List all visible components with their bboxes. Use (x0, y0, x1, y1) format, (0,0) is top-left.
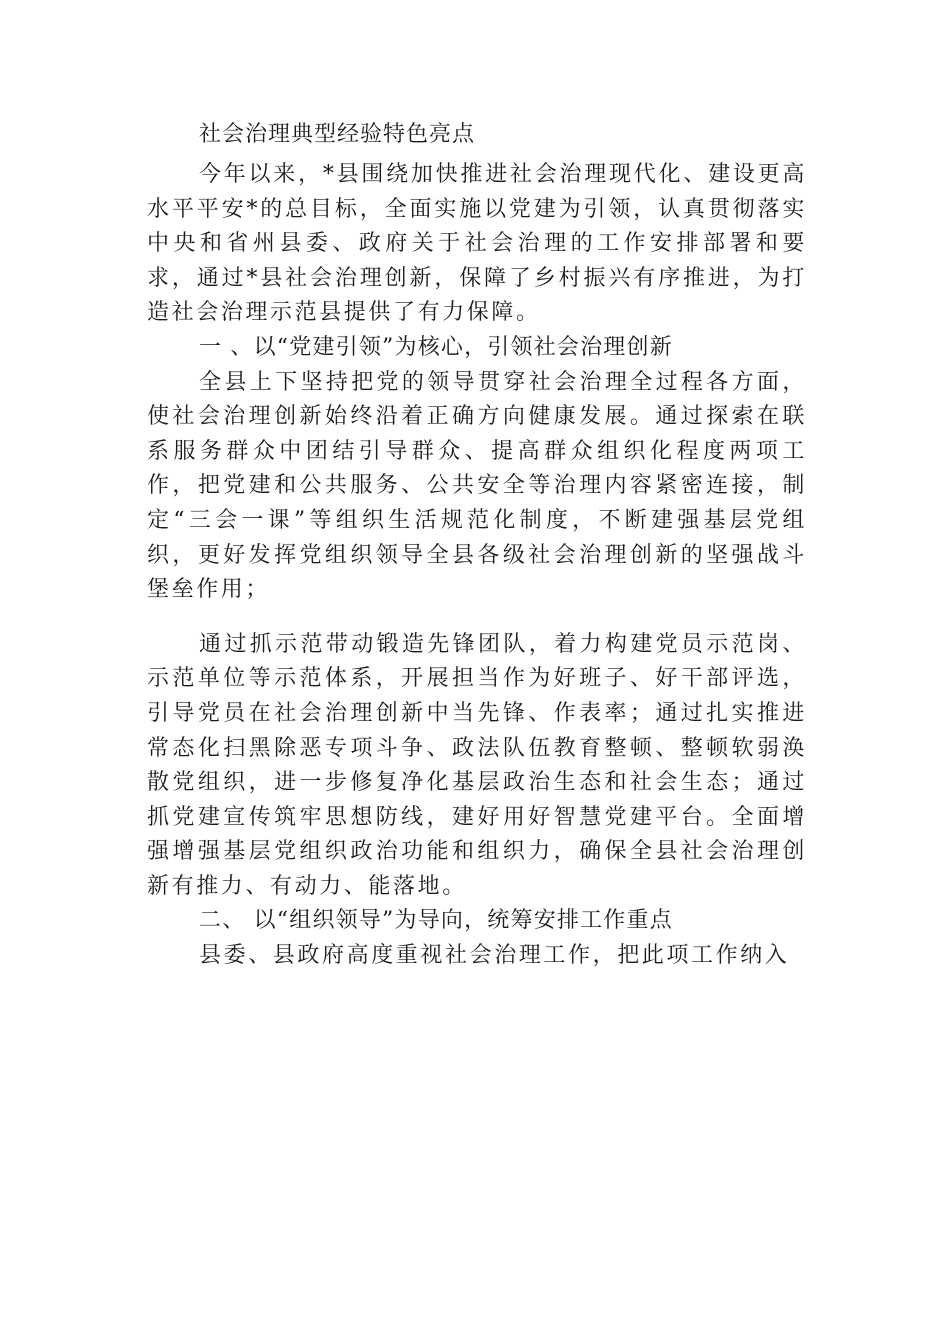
document-title: 社会治理典型经验特色亮点 (199, 122, 476, 147)
section-2-paragraph-1: 县委、县政府高度重视社会治理工作，把此项工作纳入 (199, 943, 790, 969)
intro-paragraph: 今年以来，*县围绕加快推进社会治理现代化、建设更高水平平安*的总目标，全面实施以党建为引领，认真贯彻落实中央和省州县委、政府关于社会治理的工作安排部署和要求，通过*县社会治理创新，保障了乡村振兴有序推进，为打造社会治理示范县提供了有力保障。 (147, 162, 807, 326)
section-1-heading: 一 、以“党建引领”为核心，引领社会治理创新 (199, 334, 673, 360)
section-1-paragraph-1: 全县上下坚持把党的领导贯穿社会治理全过程各方面，使社会治理创新始终沿着正确方向健康发展。通过探索在联系服务群众中团结引导群众、提高群众组织化程度两项工作，把党建和公共服务、公共安全等治理内容紧密连接，制定“三会一课”等组织生活规范化制度，不断建强基层党组织，更好发挥党组织领导全县各级社会治理创新的坚强战斗堡垒作用； (147, 369, 807, 603)
section-1-paragraph-2: 通过抓示范带动锻造先锋团队，着力构建党员示范岗、示范单位等示范体系，开展担当作为好班子、好干部评选，引导党员在社会治理创新中当先锋、作表率；通过扎实推进常态化扫黑除恶专项斗争、政法队伍教育整顿、整顿软弱涣散党组织，进一步修复净化基层政治生态和社会生态；通过抓党建宣传筑牢思想防线，建好用好智慧党建平台。全面增强增强基层党组织政治功能和组织力，确保全县社会治理创新有推力、有动力、能落地。 (147, 631, 807, 899)
document-page (147, 118, 807, 974)
section-2-heading: 二、 以“组织领导”为导向，统筹安排工作重点 (199, 908, 673, 934)
